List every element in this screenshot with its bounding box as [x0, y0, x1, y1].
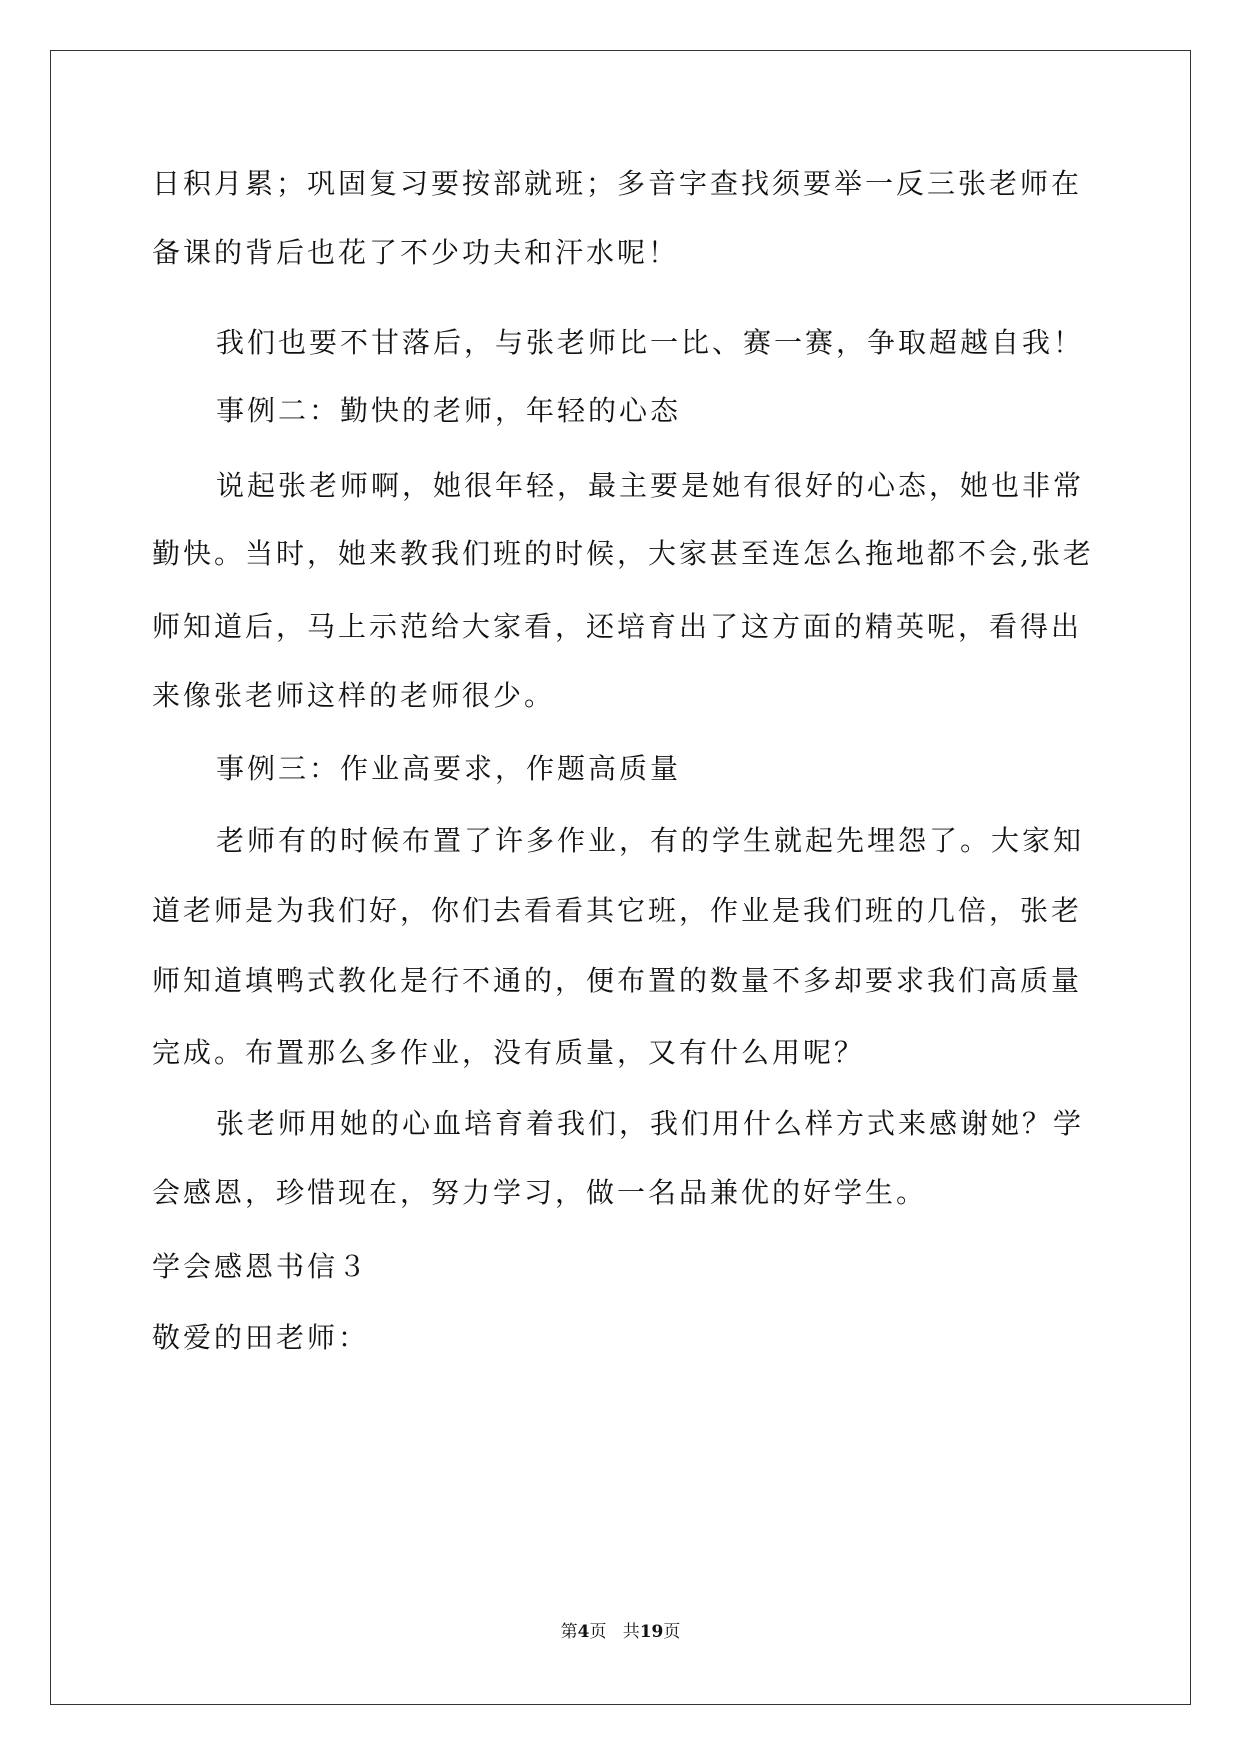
text-line: 师知道填鸭式教化是行不通的，便布置的数量不多却要求我们高质量: [152, 964, 1083, 997]
text-line: 来像张老师这样的老师很少。: [152, 679, 556, 712]
footer-prefix: 第: [560, 1622, 578, 1642]
section-heading: 事例三：作业高要求，作题高质量: [216, 752, 682, 785]
paragraph-line: 说起张老师啊，她很年轻，最主要是她有很好的心态，她也非常: [216, 469, 1085, 502]
page-footer: [0, 1620, 1241, 1644]
text-line: 师知道后，马上示范给大家看，还培育出了这方面的精英呢，看得出: [152, 610, 1083, 643]
page-border: [50, 50, 1191, 1705]
text-line: 会感恩，珍惜现在，努力学习，做一名品兼优的好学生。: [152, 1176, 928, 1209]
total-page-count: 19: [639, 1622, 664, 1642]
text-line: 备课的背后也花了不少功夫和汗水呢！: [152, 236, 680, 269]
letter-title: 学会感恩书信３: [152, 1250, 370, 1283]
current-page-number: 4: [577, 1622, 590, 1642]
footer-total-suffix: 页: [663, 1622, 681, 1642]
text-line: 完成。布置那么多作业，没有质量，又有什么用呢？: [152, 1036, 866, 1069]
paragraph-line: 老师有的时候布置了许多作业，有的学生就起先埋怨了。大家知: [216, 824, 1085, 857]
paragraph-line: 张老师用她的心血培育着我们，我们用什么样方式来感谢她？学: [216, 1107, 1085, 1140]
section-heading: 事例二：勤快的老师，年轻的心态: [216, 394, 682, 427]
text-line: 日积月累；巩固复习要按部就班；多音字查找须要举一反三张老师在: [152, 167, 1083, 200]
text-line: 道老师是为我们好，你们去看看其它班，作业是我们班的几倍，张老: [152, 894, 1083, 927]
footer-page-suffix: 页: [589, 1622, 607, 1642]
footer-total-prefix: 共: [622, 1622, 640, 1642]
text-line: 勤快。当时，她来教我们班的时候，大家甚至连怎么拖地都不会,张老: [152, 537, 1094, 570]
letter-salutation: 敬爱的田老师：: [152, 1321, 370, 1354]
paragraph-line: 我们也要不甘落后，与张老师比一比、赛一赛，争取超越自我！: [216, 326, 1085, 359]
